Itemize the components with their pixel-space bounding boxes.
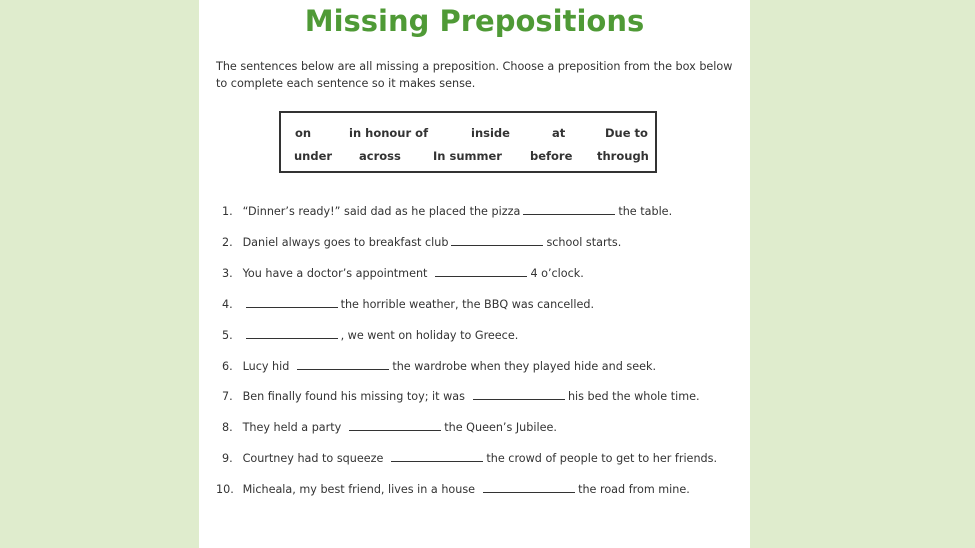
question-text-before: Courtney had to squeeze: [242, 452, 384, 465]
worksheet-page: [199, 0, 750, 548]
question-number: 10.: [216, 483, 234, 496]
word-in-summer: In summer: [433, 149, 502, 163]
word-across: across: [359, 149, 401, 163]
question-text-after: school starts.: [546, 236, 622, 249]
word-at: at: [552, 126, 566, 140]
question-text-after: his bed the whole time.: [567, 390, 700, 403]
instructions-text: The sentences below are all missing a preposition. Choose a preposition from the box below to complete each sentence so it makes sense.: [216, 60, 733, 90]
word-inside: inside: [471, 126, 510, 140]
question-number: 8.: [222, 421, 233, 434]
question-number: 6.: [222, 360, 233, 373]
question-text-before: “Dinner’s ready!” said dad as he placed the pizza: [242, 205, 521, 218]
answer-blank[interactable]: [349, 420, 441, 431]
question-text-after: 4 o’clock.: [530, 267, 584, 280]
question-item: [222, 328, 518, 343]
word-through: through: [597, 149, 649, 163]
answer-blank[interactable]: [523, 204, 615, 215]
question-item: [222, 359, 656, 374]
question-text-after: the Queen’s Jubilee.: [444, 421, 557, 434]
question-text-before: Daniel always goes to breakfast club: [242, 236, 449, 249]
preposition-word-box: [279, 111, 657, 173]
question-text-before: Micheala, my best friend, lives in a house: [242, 483, 476, 496]
answer-blank[interactable]: [483, 482, 575, 493]
word-on: on: [295, 126, 312, 140]
question-item: [216, 482, 690, 497]
question-text-after: the wardrobe when they played hide and seek.: [392, 360, 656, 373]
question-text-before: Lucy hid: [242, 360, 290, 373]
answer-blank[interactable]: [246, 328, 338, 339]
page-title: Missing Prepositions: [304, 4, 645, 38]
answer-blank[interactable]: [297, 359, 389, 370]
question-number: 4.: [222, 298, 233, 311]
question-number: 9.: [222, 452, 233, 465]
word-in-honour-of: in honour of: [349, 126, 429, 140]
word-under: under: [294, 149, 333, 163]
question-text-after: the road from mine.: [578, 483, 690, 496]
answer-blank[interactable]: [451, 235, 543, 246]
question-text-after: , we went on holiday to Greece.: [340, 329, 519, 342]
question-item: [222, 420, 557, 435]
answer-blank[interactable]: [246, 297, 338, 308]
question-number: 1.: [222, 205, 233, 218]
word-before: before: [530, 149, 573, 163]
question-text-before: Ben finally found his missing toy; it was: [242, 390, 465, 403]
question-item: [222, 204, 672, 219]
question-item: [222, 235, 621, 250]
question-text-after: the horrible weather, the BBQ was cancelled.: [340, 298, 595, 311]
question-text-before: They held a party: [242, 421, 342, 434]
question-text-after: the crowd of people to get to her friends.: [486, 452, 718, 465]
answer-blank[interactable]: [473, 389, 565, 400]
question-item: [222, 297, 594, 312]
question-number: 2.: [222, 236, 233, 249]
question-number: 5.: [222, 329, 233, 342]
answer-blank[interactable]: [435, 266, 527, 277]
question-number: 7.: [222, 390, 233, 403]
word-due-to: Due to: [605, 126, 648, 140]
question-text-after: the table.: [618, 205, 673, 218]
question-item: [222, 266, 584, 281]
question-number: 3.: [222, 267, 233, 280]
answer-blank[interactable]: [391, 451, 483, 462]
question-text-before: You have a doctor’s appointment: [242, 267, 428, 280]
question-item: [222, 389, 700, 404]
question-item: [222, 451, 717, 466]
